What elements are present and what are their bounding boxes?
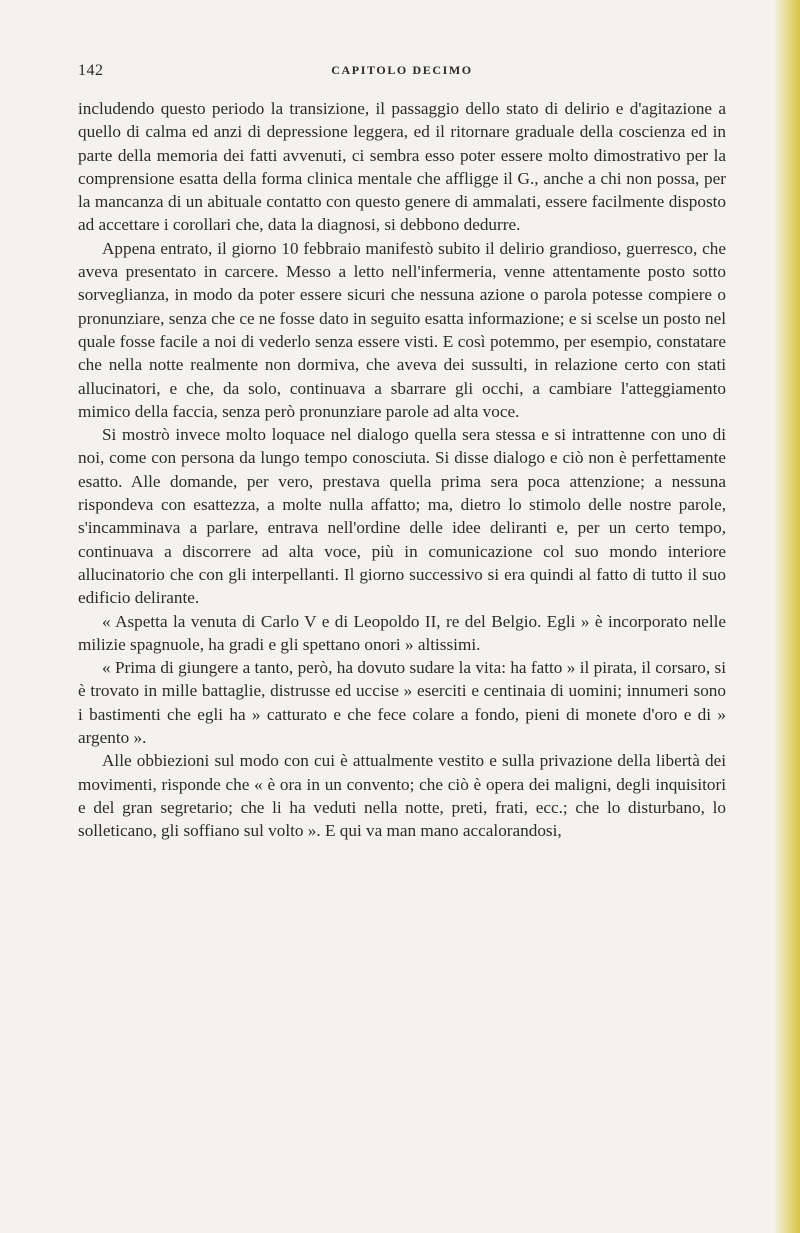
paragraph: Appena entrato, il giorno 10 febbraio manifestò subito il delirio grandioso, guerresco, che aveva presentato in carcere. Messo a letto nell'infermeria, venne attentamente posto sotto sorveglianza, in modo da poter essere sicuri che nessuna azione o parola potesse compiere o pronunziare, senza che ce ne fosse dato in seguito esatta informazione; e si scelse un posto nel quale fosse facile a noi di vederlo senza essere visti. E così potemmo, per esempio, constatare che nella notte realmente non dormiva, che aveva dei sussulti, in relazione certo con stati allucinatori, e che, da solo, continuava a sbarrare gli occhi, a cambiare l'atteggiamento mimico della faccia, senza però pronunziare parole ad alta voce. bbox=[78, 238, 726, 421]
page-number: 142 bbox=[78, 62, 104, 79]
paragraph: Alle obbiezioni sul modo con cui è attualmente vestito e sulla privazione della libertà dei movimenti, risponde che « è ora in un convento; che ciò è opera dei maligni, degli inquisitori e del gran segretario; che li ha veduti nella notte, preti, frati, ecc.; che lo disturbano, lo solleticano, gli soffiano sul volto ». E qui va man mano accalorandosi, bbox=[78, 751, 726, 841]
paragraph: Si mostrò invece molto loquace nel dialogo quella sera stessa e si intrattenne con uno di noi, come con persona da lungo tempo conosciuta. Si disse dialogo e ciò non è perfettamente esatto. Alle domande, per vero, prestava quella prima sera poca attenzione; a nessuna rispondeva con esattezza, a molte nulla affatto; ma, dietro lo stimolo delle nostre parole, s'incamminava a parlare, entrava nell'ordine delle idee deliranti e, per un certo tempo, continuava a discorrere ad alta voce, più in comunicazione col suo mondo interiore allucinatorio che con gli interpellanti. Il giorno successivo si era quindi al fatto di tutto il suo edificio delirante. bbox=[78, 425, 726, 608]
body-text bbox=[78, 97, 726, 843]
running-title: CAPITOLO DECIMO bbox=[331, 63, 473, 77]
quoted-paragraph: « Prima di giungere a tanto, però, ha dovuto sudare la vita: ha fatto » il pirata, il corsaro, si è trovato in mille battaglie, distrusse ed uccise » eserciti e centinaia di uomini; innumeri sono i bastimenti che egli ha » catturato e che fece colare a fondo, pieni di monete d'oro e di » argento ». bbox=[78, 658, 726, 748]
quoted-paragraph: « Aspetta la venuta di Carlo V e di Leopoldo II, re del Belgio. Egli » è incorporato nelle milizie spagnuole, ha gradi e gli spettano onori » altissimi. bbox=[78, 611, 726, 654]
page-edge bbox=[774, 0, 800, 1233]
page-header bbox=[78, 62, 726, 86]
paragraph: includendo questo periodo la transizione, il passaggio dello stato di delirio e d'agitazione a quello di calma ed anzi di depressione leggera, ed il ritornare graduale della coscienza ed in parte della memoria dei fatti avvenuti, ci sembra esso poter essere molto dimostrativo per la comprensione esatta della forma clinica mentale che affligge il G., anche a chi non possa, per la mancanza di un abituale contatto con questo genere di ammalati, essere facilmente disposto ad accettare i corollari che, data la diagnosi, si debbono dedurre. bbox=[78, 99, 726, 235]
